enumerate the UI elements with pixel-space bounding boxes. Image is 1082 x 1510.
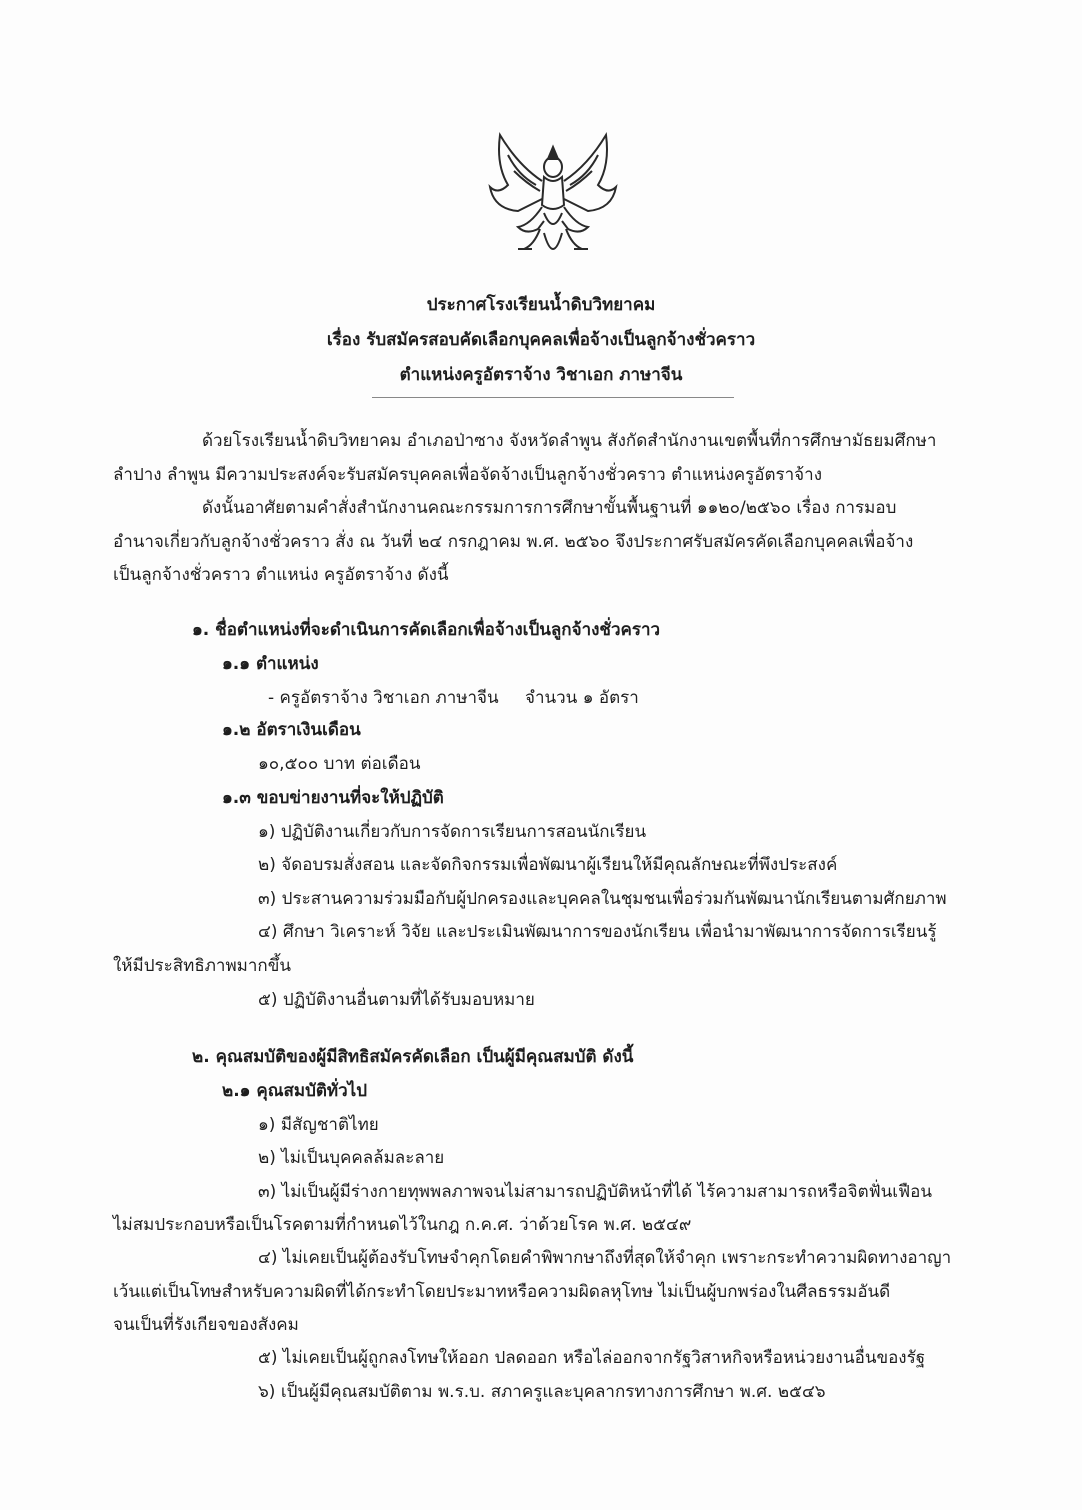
garuda-emblem-icon [478,125,628,275]
duty-item-3: ๓) ประสานความร่วมมือกับผู้ปกครองและบุคคลในชุมชนเพื่อร่วมกันพัฒนานักเรียนตามศักยภาพ [258,889,947,909]
announcement-title: ประกาศโรงเรียนน้ำดิบวิทยาคม [426,295,656,315]
intro-paragraph-1-line-2: ลำปาง ลำพูน มีความประสงค์จะรับสมัครบุคคลเพื่อจัดจ้างเป็นลูกจ้างชั่วคราว ตำแหน่งครูอัตราจ้าง [113,465,822,485]
position-count: จำนวน ๑ อัตรา [525,688,639,708]
intro-paragraph-2-line-3: เป็นลูกจ้างชั่วคราว ตำแหน่ง ครูอัตราจ้าง ดังนี้ [113,565,449,585]
section-2-heading: ๒. คุณสมบัติของผู้มีสิทธิสมัครคัดเลือก เป็นผู้มีคุณสมบัติ ดังนี้ [192,1047,634,1067]
qualification-item-5: ๕) ไม่เคยเป็นผู้ถูกลงโทษให้ออก ปลดออก หรือไล่ออกจากรัฐวิสาหกิจหรือหน่วยงานอื่นของรัฐ [258,1348,926,1368]
section-1-1-heading: ๑.๑ ตำแหน่ง [222,654,319,674]
section-1-3-heading: ๑.๓ ขอบข่ายงานที่จะให้ปฏิบัติ [222,788,444,808]
announcement-position: ตำแหน่งครูอัตราจ้าง วิชาเอก ภาษาจีน [399,365,683,385]
qualification-item-3-line-2: ไม่สมประกอบหรือเป็นโรคตามที่กำหนดไว้ในกฎ ก.ค.ศ. ว่าด้วยโรค พ.ศ. ๒๕๔๙ [113,1215,692,1235]
duty-item-4-line-2: ให้มีประสิทธิภาพมากขึ้น [113,956,291,976]
duty-item-5: ๕) ปฏิบัติงานอื่นตามที่ได้รับมอบหมาย [258,990,535,1010]
section-2-1-heading: ๒.๑ คุณสมบัติทั่วไป [222,1081,368,1101]
duty-item-2: ๒) จัดอบรมสั่งสอน และจัดกิจกรรมเพื่อพัฒนาผู้เรียนให้มีคุณลักษณะที่พึงประสงค์ [258,855,838,875]
announcement-subject: เรื่อง รับสมัครสอบคัดเลือกบุคคลเพื่อจ้างเป็นลูกจ้างชั่วคราว [326,330,756,350]
intro-paragraph-1-line-1: ด้วยโรงเรียนน้ำดิบวิทยาคม อำเภอป่าซาง จังหวัดลำพูน สังกัดสำนักงานเขตพื้นที่การศึกษามัธยมศึกษา [202,431,937,451]
qualification-item-4-line-2: เว้นแต่เป็นโทษสำหรับความผิดที่ได้กระทำโดยประมาทหรือความผิดลหุโทษ ไม่เป็นผู้บกพร่องในศีลธรรมอันดี [113,1282,891,1302]
duty-item-4-line-1: ๔) ศึกษา วิเคราะห์ วิจัย และประเมินพัฒนาการของนักเรียน เพื่อนำมาพัฒนาการจัดการเรียนรู้ [258,922,937,942]
qualification-item-6: ๖) เป็นผู้มีคุณสมบัติตาม พ.ร.บ. สภาครูและบุคลากรทางการศึกษา พ.ศ. ๒๕๔๖ [258,1382,826,1402]
title-divider [372,397,734,398]
salary-value: ๑๐,๕๐๐ บาท ต่อเดือน [258,754,421,774]
intro-paragraph-2-line-2: อำนาจเกี่ยวกับลูกจ้างชั่วคราว สั่ง ณ วันที่ ๒๔ กรกฎาคม พ.ศ. ๒๕๖๐ จึงประกาศรับสมัครคัดเลือกบุคคลเพื่อจ้าง [113,532,914,552]
section-1-2-heading: ๑.๒ อัตราเงินเดือน [222,720,361,740]
section-1-heading: ๑. ชื่อตำแหน่งที่จะดำเนินการคัดเลือกเพื่อจ้างเป็นลูกจ้างชั่วคราว [192,620,661,640]
duty-item-1: ๑) ปฏิบัติงานเกี่ยวกับการจัดการเรียนการสอนนักเรียน [258,822,647,842]
intro-paragraph-2-line-1: ดังนั้นอาศัยตามคำสั่งสำนักงานคณะกรรมการการศึกษาขั้นพื้นฐานที่ ๑๑๒๐/๒๕๖๐ เรื่อง การมอบ [202,498,897,518]
qualification-item-4-line-3: จนเป็นที่รังเกียจของสังคม [113,1315,299,1335]
qualification-item-3-line-1: ๓) ไม่เป็นผู้มีร่างกายทุพพลภาพจนไม่สามารถปฏิบัติหน้าที่ได้ ไร้ความสามารถหรือจิตฟั่นเฟือน [258,1182,932,1202]
qualification-item-1: ๑) มีสัญชาติไทย [258,1115,379,1135]
position-item: - ครูอัตราจ้าง วิชาเอก ภาษาจีน [268,688,499,708]
qualification-item-4-line-1: ๔) ไม่เคยเป็นผู้ต้องรับโทษจำคุกโดยคำพิพากษาถึงที่สุดให้จำคุก เพราะกระทำความผิดทางอาญา [258,1248,952,1268]
qualification-item-2: ๒) ไม่เป็นบุคคลล้มละลาย [258,1148,445,1168]
